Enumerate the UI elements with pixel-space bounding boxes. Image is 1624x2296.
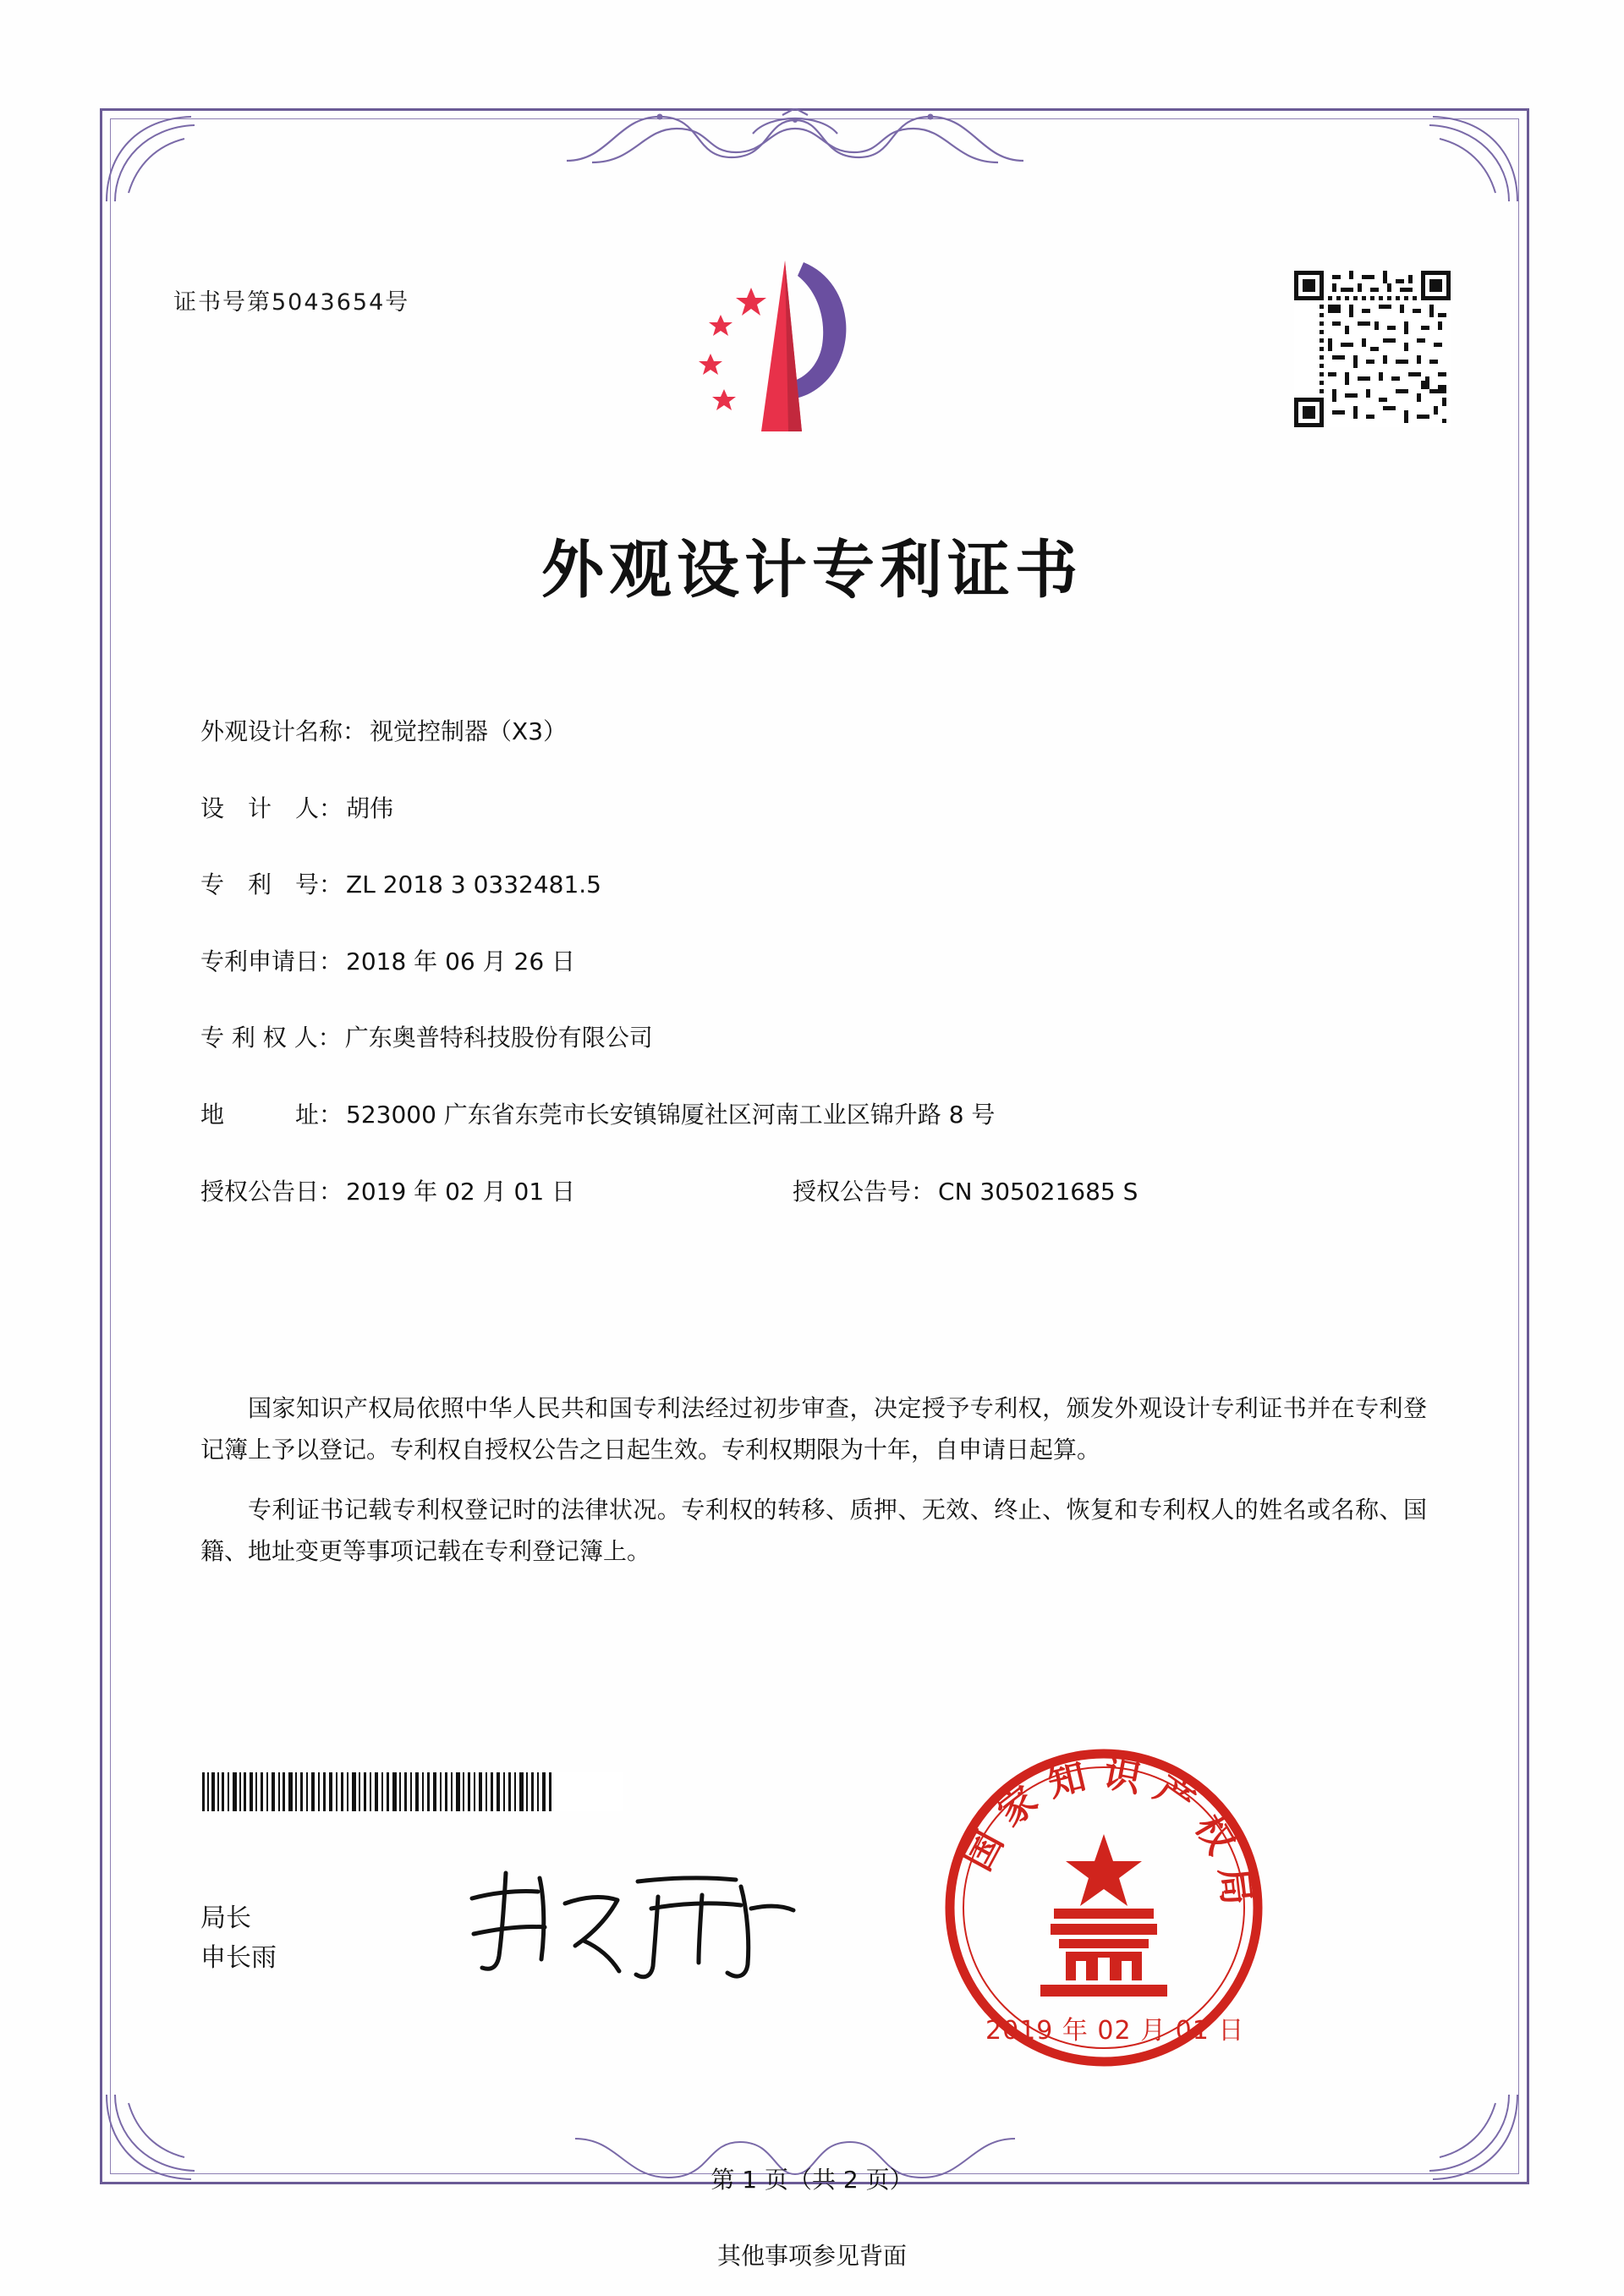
field-address <box>200 1098 1427 1133</box>
field-patent-number <box>200 868 1427 903</box>
field-grant-date <box>200 1175 793 1210</box>
field-application-date <box>200 945 1427 980</box>
top-ornament <box>558 108 1032 168</box>
field-label: 外观设计名称： <box>200 717 367 745</box>
qr-code-icon <box>1294 271 1451 427</box>
field-label: 授权公告日： <box>200 1177 343 1206</box>
field-design-name <box>200 715 1427 750</box>
field-value: ZL 2018 3 0332481.5 <box>346 871 601 899</box>
field-label: 授权公告号： <box>793 1177 935 1206</box>
field-value: 523000 广东省东莞市长安镇锦厦社区河南工业区锦升路 8 号 <box>346 1100 996 1129</box>
certificate-number: 证书号第5043654号 <box>173 289 410 316</box>
field-label: 地 址： <box>200 1100 343 1129</box>
field-label: 专 利 权 人： <box>200 1024 342 1052</box>
director-name: 申长雨 <box>200 1942 277 1973</box>
field-value: 2019 年 02 月 01 日 <box>346 1177 576 1206</box>
body-paragraph-1: 国家知识产权局依照中华人民共和国专利法经过初步审查，决定授予专利权，颁发外观设计专利证书并在专利登记簿上予以登记。专利权自授权公告之日起生效。专利权期限为十年，自申请日起算。 <box>200 1394 1427 1464</box>
footer-note: 其他事项参见背面 <box>716 2242 907 2270</box>
field-grant-number <box>793 1175 1427 1210</box>
certificate-fields <box>200 715 1427 1243</box>
field-value: 视觉控制器（X3） <box>370 717 568 745</box>
page-title: 外观设计专利证书 <box>541 534 1083 607</box>
body-paragraph-2: 专利证书记载专利权登记时的法律状况。专利权的转移、质押、无效、终止、恢复和专利权人的姓名或名称、国籍、地址变更等事项记载在专利登记簿上。 <box>200 1496 1427 1565</box>
legal-body-text <box>200 1387 1427 1590</box>
field-label: 专利申请日： <box>200 947 343 975</box>
field-value: 胡伟 <box>346 794 394 822</box>
seal-date: 2019 年 02 月 01 日 <box>985 2016 1245 2046</box>
field-value: 2018 年 06 月 26 日 <box>346 947 576 975</box>
barcode <box>200 1772 623 1811</box>
field-label: 专 利 号： <box>200 871 343 899</box>
field-designer <box>200 792 1427 827</box>
cnipa-logo-icon <box>677 254 888 448</box>
field-value: CN 305021685 S <box>938 1177 1138 1206</box>
director-title: 局长 <box>200 1903 251 1933</box>
field-value: 广东奥普特科技股份有限公司 <box>344 1024 653 1052</box>
page-indicator: 第 1 页（共 2 页） <box>710 2166 914 2194</box>
handwritten-signature-icon <box>457 1853 812 1988</box>
field-patentee <box>200 1021 1427 1056</box>
field-grant-row <box>200 1175 1427 1210</box>
svg-text:国家知识产权局: 国家知识产权局 <box>956 1751 1260 1921</box>
field-label: 设 计 人： <box>200 794 343 822</box>
signature-label-block <box>200 1899 277 1978</box>
